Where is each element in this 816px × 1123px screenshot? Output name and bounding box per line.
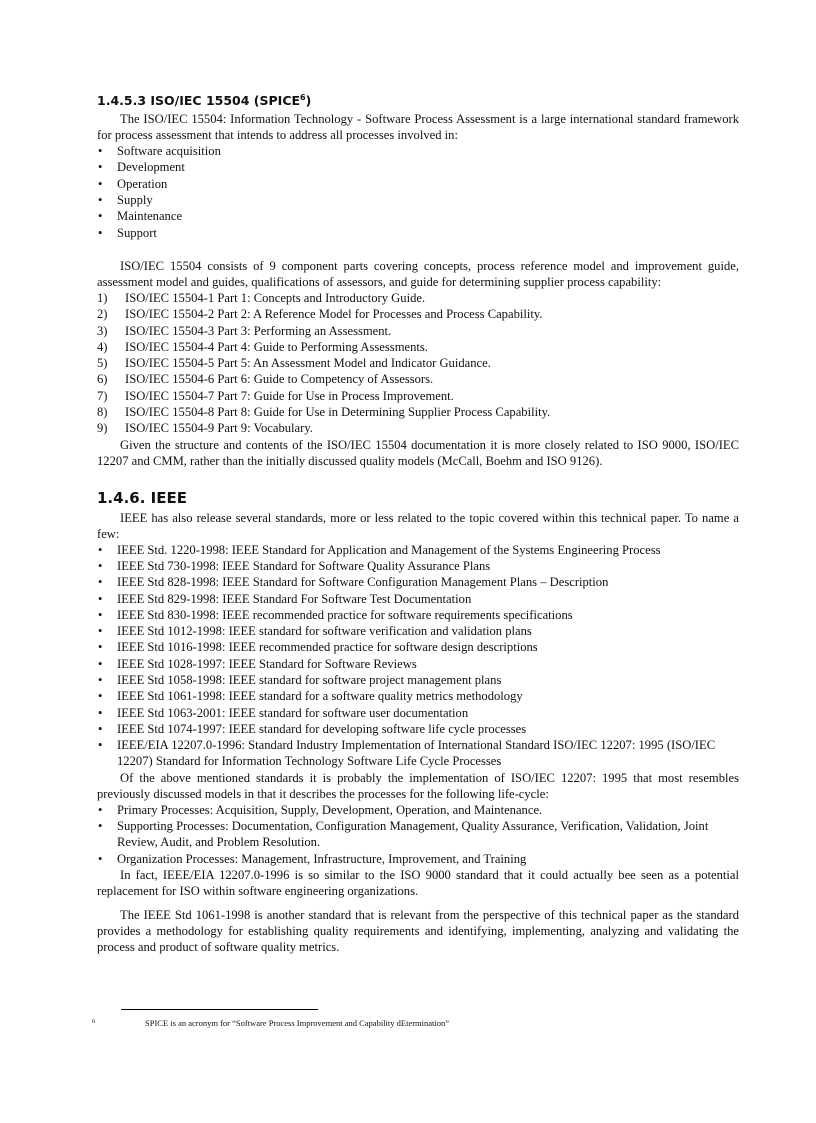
list-item: • IEEE/EIA 12207.0-1996: Standard Industry Implementation of International Standard ISO/IEC 12207: 1995 (ISO/IEC 12207) Standard for Information Technology Software Life Cycle Processes [97, 737, 739, 770]
section-heading-1453: 1.4.5.3 ISO/IEC 15504 (SPICE$^6$) [97, 93, 312, 109]
list-item: • IEEE Std 1016-1998: IEEE recommended practice for software design descriptions [97, 639, 739, 655]
list-item: • IEEE Std 1063-2001: IEEE standard for software user documentation [97, 705, 739, 721]
list-item: • Support [97, 225, 739, 241]
list-item: 4) ISO/IEC 15504-4 Part 4: Guide to Performing Assessments. [97, 339, 428, 354]
footnote-divider [121, 1009, 318, 1010]
conclusion-paragraph: Given the structure and contents of the ISO/IEC 15504 documentation it is more closely related to ISO 9000, ISO/IEC 12207 and CMM, rather than the initially discussed quality models (McCall, Boehm and ISO 9126). [97, 437, 739, 468]
list-item: 1) ISO/IEC 15504-1 Part 1: Concepts and Introductory Guide. [97, 290, 426, 305]
page-body [97, 93, 739, 955]
list-item: 8) ISO/IEC 15504-8 Part 8: Guide for Use in Determining Supplier Process Capability. [97, 405, 551, 420]
list-item: • IEEE Std 830-1998: IEEE recommended practice for software requirements specifications [97, 607, 739, 623]
list-item: • Supply [97, 192, 739, 208]
list-item: 7) ISO/IEC 15504-7 Part 7: Guide for Use in Process Improvement. [97, 388, 454, 403]
list-item: • Operation [97, 176, 739, 192]
ieee-intro-paragraph: IEEE has also release several standards, more or less related to the topic covered within this technical paper. To name a few: [97, 510, 739, 541]
list-item: • Organization Processes: Management, Infrastructure, Improvement, and Training [97, 851, 739, 867]
list-item: 9) ISO/IEC 15504-9 Part 9: Vocabulary. [97, 421, 313, 436]
list-item: 5) ISO/IEC 15504-5 Part 5: An Assessment Model and Indicator Guidance. [97, 356, 491, 371]
footnote-text: SPICE is an acronym for “Software Process Improvement and Capability dEtermination” [145, 1018, 450, 1028]
lifecycle-intro-paragraph: Of the above mentioned standards it is probably the implementation of ISO/IEC 12207: 1995 that most resembles previously discussed models in that it describes the processes for the following life-cycle: [97, 770, 739, 801]
replacement-paragraph: In fact, IEEE/EIA 12207.0-1996 is so similar to the ISO 9000 standard that it could actually bee seen as a potential replacement for ISO within software engineering organizations. [97, 867, 739, 898]
list-item: • IEEE Std 829-1998: IEEE Standard For Software Test Documentation [97, 591, 739, 607]
list-item: 6) ISO/IEC 15504-6 Part 6: Guide to Competency of Assessors. [97, 372, 434, 387]
footnote [92, 1018, 742, 1028]
list-item: • IEEE Std 1061-1998: IEEE standard for a software quality metrics methodology [97, 688, 739, 704]
list-item: • IEEE Std 1074-1997: IEEE standard for developing software life cycle processes [97, 721, 739, 737]
footnote-mark: 6 [92, 1018, 96, 1025]
components-paragraph: ISO/IEC 15504 consists of 9 component parts covering concepts, process reference model and improvement guide, assessment model and guides, qualifications of assessors, and guide for determining supplier process capability: [97, 258, 739, 289]
process-list [97, 143, 739, 241]
list-item: • Supporting Processes: Documentation, Configuration Management, Quality Assurance, Verification, Validation, Joint Review, Audit, and Problem Resolution. [97, 818, 739, 851]
list-item: • IEEE Std 1058-1998: IEEE standard for software project management plans [97, 672, 739, 688]
list-item: • Primary Processes: Acquisition, Supply, Development, Operation, and Maintenance. [97, 802, 739, 818]
list-item: • Development [97, 159, 739, 175]
list-item: • IEEE Std. 1220-1998: IEEE Standard for Application and Management of the Systems Engineering Process [97, 542, 739, 558]
footnote-ref[interactable]: 6 [300, 93, 306, 102]
list-item: 3) ISO/IEC 15504-3 Part 3: Performing an Assessment. [97, 323, 392, 338]
list-item: • IEEE Std 730-1998: IEEE Standard for Software Quality Assurance Plans [97, 558, 739, 574]
parts-list [97, 290, 739, 437]
list-item: • Software acquisition [97, 143, 739, 159]
intro-paragraph: The ISO/IEC 15504: Information Technology - Software Process Assessment is a large international standard framework for process assessment that intends to address all processes involved in: [97, 112, 739, 143]
lifecycle-list [97, 802, 739, 867]
ieee-1061-paragraph: The IEEE Std 1061-1998 is another standard that is relevant from the perspective of this technical paper as the standard provides a methodology for establishing quality requirements and identifying, implementing, analyzing and validating the process and product of software quality metrics. [97, 907, 739, 954]
list-item: • IEEE Std 828-1998: IEEE Standard for Software Configuration Management Plans – Description [97, 574, 739, 590]
section-heading-146: 1.4.6. IEEE [97, 488, 187, 507]
ieee-standards-list [97, 542, 739, 770]
list-item: • IEEE Std 1012-1998: IEEE standard for software verification and validation plans [97, 623, 739, 639]
list-item: 2) ISO/IEC 15504-2 Part 2: A Reference Model for Processes and Process Capability. [97, 307, 543, 322]
list-item: • IEEE Std 1028-1997: IEEE Standard for Software Reviews [97, 656, 739, 672]
list-item: • Maintenance [97, 208, 739, 224]
